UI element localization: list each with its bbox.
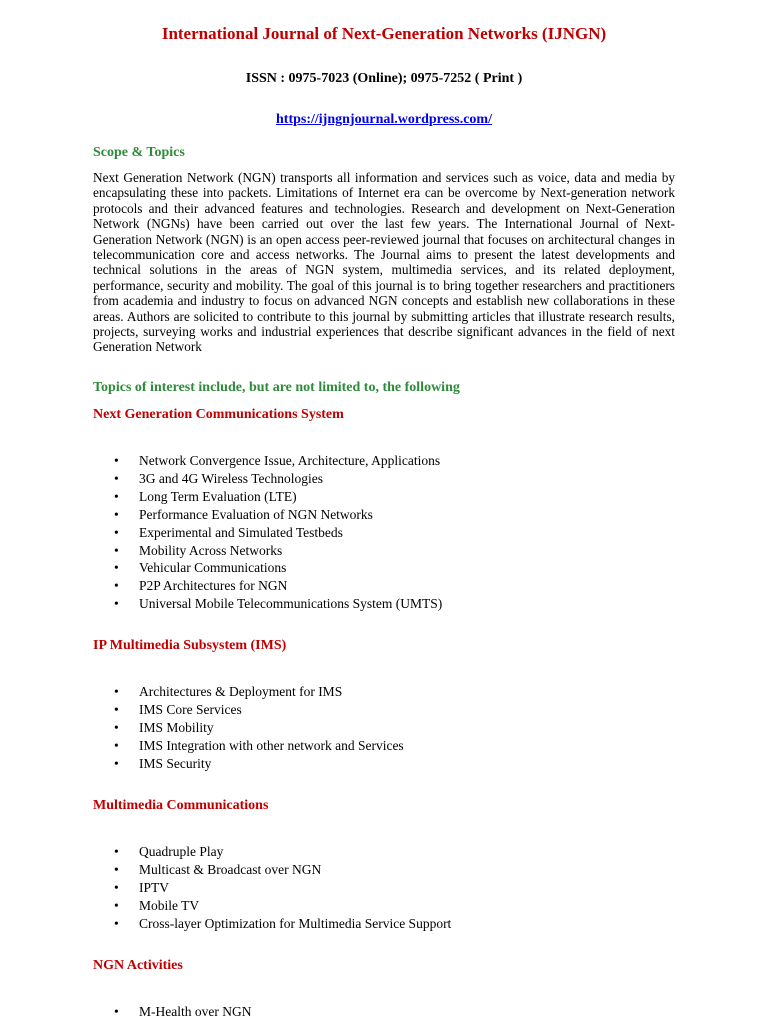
bullet-icon: • — [114, 453, 119, 468]
journal-title: International Journal of Next-Generation Networks (IJNGN) — [161, 24, 607, 43]
bullet-icon: • — [114, 861, 119, 877]
list-item-text: IMS Mobility — [139, 719, 214, 735]
list-item — [93, 595, 442, 613]
bullet-icon: • — [114, 684, 119, 699]
bullet-icon: • — [114, 524, 119, 540]
list-item — [93, 755, 404, 773]
list-item — [93, 470, 442, 488]
list-item-text: Architectures & Deployment for IMS — [139, 684, 343, 699]
list-item — [93, 719, 404, 737]
bullet-icon: • — [114, 560, 119, 576]
topic-list-ngn-activities — [93, 1003, 251, 1021]
topic-list-ims — [93, 683, 404, 773]
bullet-icon: • — [114, 578, 119, 594]
list-item-text: 3G and 4G Wireless Technologies — [139, 470, 323, 486]
list-item-text: Experimental and Simulated Testbeds — [139, 524, 343, 540]
bullet-icon: • — [114, 755, 119, 771]
section-heading-multimedia-communications: Multimedia Communications — [93, 798, 269, 813]
bullet-icon: • — [114, 915, 119, 931]
list-item-text: Multicast & Broadcast over NGN — [139, 861, 322, 877]
list-item — [93, 843, 451, 861]
bullet-icon: • — [114, 1004, 119, 1019]
bullet-icon: • — [114, 701, 119, 717]
list-item-text: Mobility Across Networks — [139, 542, 283, 558]
list-item-text: Network Convergence Issue, Architecture, Applications — [139, 453, 441, 468]
list-item-text: IMS Security — [139, 755, 212, 771]
bullet-icon: • — [114, 506, 119, 522]
topic-list-ngn-communications — [93, 452, 442, 613]
issn-line: ISSN : 0975-7023 (Online); 0975-7252 ( Print ) — [245, 71, 523, 86]
topics-heading: Topics of interest include, but are not limited to, the following — [93, 380, 460, 395]
bullet-icon: • — [114, 879, 119, 895]
section-heading-ngn-activities: NGN Activities — [93, 958, 183, 973]
list-item — [93, 737, 404, 755]
bullet-icon: • — [114, 844, 119, 859]
list-item-text: Universal Mobile Telecommunications System (UMTS) — [139, 596, 443, 612]
list-item — [93, 452, 442, 470]
bullet-icon: • — [114, 488, 119, 504]
list-item — [93, 861, 451, 879]
bullet-icon: • — [114, 897, 119, 913]
list-item — [93, 897, 451, 915]
list-item-text: Mobile TV — [139, 897, 200, 913]
scope-paragraph: Next Generation Network (NGN) transports all information and services such as voice, data and media by encapsulating these into packets. Limitations of Internet era can be overcome by Next-generation network protocols and their advanced features and technologies. Research and development on Next-Generation Network (NGNs) have been carried out over the last few years. The International Journal of Next- Generation Network (NGN) is an open access peer-reviewed journal that focuses on architectural changes in telecommunication core and access networks. The Journal aims to present the latest developments and technical solutions in the areas of NGN system, multimedia services, and its related deployment, performance, security and mobility. The goal of this journal is to bring together researchers and practitioners from academia and industry to focus on advanced NGN concepts and establish new collaborations in these areas. Authors are solicited to contribute to this journal by submitting articles that illustrate research results, projects, surveying works and industrial experiences that describe significant advances in the field of next Generation Network — [93, 170, 675, 355]
list-item — [93, 879, 451, 897]
list-item-text: Cross-layer Optimization for Multimedia Service Support — [139, 915, 452, 931]
list-item-text: Performance Evaluation of NGN Networks — [139, 506, 373, 522]
list-item-text: IPTV — [139, 879, 169, 895]
list-item-text: P2P Architectures for NGN — [139, 578, 288, 594]
list-item-text: IMS Integration with other network and Services — [139, 737, 404, 753]
list-item-text: Quadruple Play — [139, 844, 224, 859]
list-item — [93, 524, 442, 542]
list-item — [93, 701, 404, 719]
list-item — [93, 577, 442, 595]
bullet-icon: • — [114, 470, 119, 486]
topic-list-multimedia-communications — [93, 843, 451, 933]
list-item-text: Long Term Evaluation (LTE) — [139, 488, 297, 504]
list-item — [93, 542, 442, 560]
list-item — [93, 559, 442, 577]
list-item — [93, 1003, 251, 1021]
section-heading-ngn-communications: Next Generation Communications System — [93, 407, 344, 422]
list-item — [93, 915, 451, 933]
bullet-icon: • — [114, 719, 119, 735]
list-item — [93, 683, 404, 701]
journal-url-line — [0, 112, 768, 128]
bullet-icon: • — [114, 542, 119, 558]
scope-heading: Scope & Topics — [93, 145, 185, 160]
list-item-text: M-Health over NGN — [139, 1004, 252, 1019]
list-item — [93, 506, 442, 524]
section-heading-ims: IP Multimedia Subsystem (IMS) — [93, 638, 287, 653]
list-item-text: IMS Core Services — [139, 701, 242, 717]
journal-url-link[interactable]: https://ijngnjournal.wordpress.com/ — [276, 112, 492, 127]
list-item-text: Vehicular Communications — [139, 560, 287, 576]
bullet-icon: • — [114, 737, 119, 753]
bullet-icon: • — [114, 596, 119, 612]
list-item — [93, 488, 442, 506]
